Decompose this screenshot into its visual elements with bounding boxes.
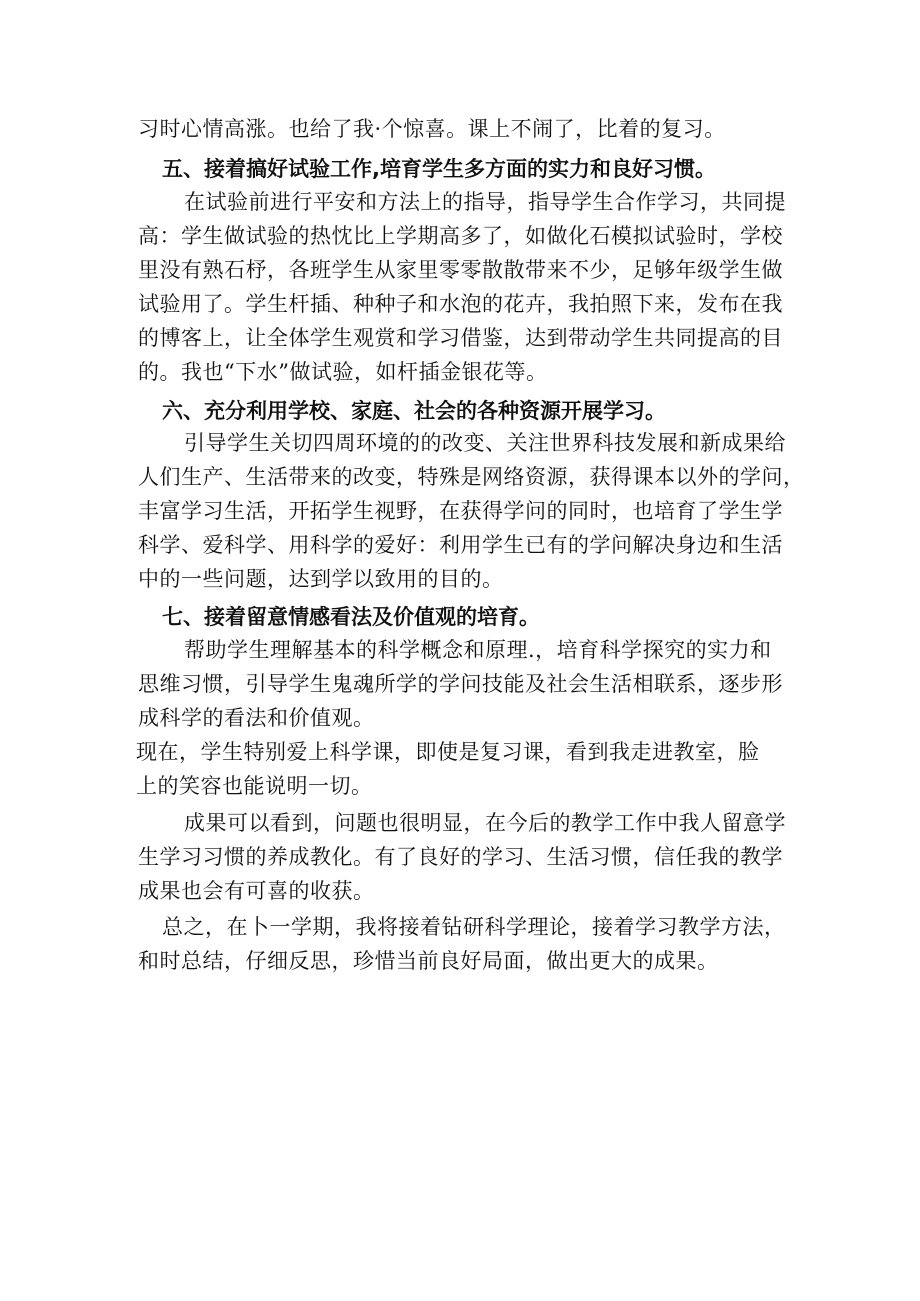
paragraph-line: 的博客上，让全体学生观赏和学习借鉴，达到带动学生共同提高的目 [138, 326, 783, 350]
paragraph-line: 成果可以看到，问题也很明显，在今后的教学工作中我人留意学 [184, 811, 786, 835]
paragraph-line: 成果也会有可喜的收获。 [138, 879, 375, 903]
paragraph-line: 在试验前进行平安和方法上的指导，指导学生合作学习，共同提 [184, 190, 786, 214]
paragraph-line: 试验用了。学生杆插、种种子和水泡的花卉，我拍照下来，发布在我 [138, 292, 783, 316]
paragraph-line: 高：学生做试验的热忱比上学期高多了，如做化石模拟试验时，学校 [138, 224, 783, 248]
paragraph-line: 上的笑容也能说明一切。 [136, 774, 373, 798]
paragraph-line: 总之，在卜一学期，我将接着钻研科学理论，接着学习教学方法， [162, 915, 786, 939]
paragraph-line: 里没有熟石杼，各班学生从家里零零散散带来不少，足够年级学生做 [138, 258, 783, 282]
paragraph-line: 帮助学生理解基本的科学概念和原理.，培育科学探究的实力和 [184, 638, 772, 662]
paragraph-line: 思维习惯，引导学生鬼魂所学的学问技能及社会生活相联系，逐步形 [138, 672, 783, 696]
paragraph-line: 现在，学生特别爱上科学课，即使是复习课，看到我走进教室，脸 [136, 740, 760, 764]
paragraph-line: 人们生产、生活带来的改变，特殊是网络资源，获得课本以外的学问， [138, 465, 805, 489]
paragraph-line: 习时心情高涨。也给了我·个惊喜。课上不闹了，比着的复习。 [138, 117, 726, 141]
paragraph-line: 和时总结，仔细反思，珍惜当前良好局面，做出更大的成果。 [138, 949, 719, 973]
section-heading-6: 六、充分利用学校、家庭、社会的各种资源开展学习。 [162, 399, 666, 423]
paragraph-line: 引导学生关切四周环境的的改变、关注世界科技发展和新成果给 [184, 431, 786, 455]
paragraph-line: 的。我也“下水”做试验，如杆插金银花等。 [138, 360, 548, 384]
paragraph-line: 丰富学习生活，开拓学生视野，在获得学问的同时，也培育了学生学 [138, 499, 783, 523]
paragraph-line: 生学习习惯的养成教化。有了良好的学习、生活习惯，信任我的教学 [138, 845, 783, 869]
paragraph-line: 中的一些问题，达到学以致用的目的。 [138, 567, 504, 591]
paragraph-line: 科学、爱科学、用科学的爱好：利用学生已有的学问解决身边和生活 [138, 533, 783, 557]
section-heading-5: 五、接着搞好试验工作,培育学生多方面的实力和良好习惯。 [162, 157, 716, 181]
paragraph-line: 成科学的看法和价值观。 [138, 706, 375, 730]
section-heading-7: 七、接着留意情感看法及价值观的培育。 [162, 605, 540, 629]
